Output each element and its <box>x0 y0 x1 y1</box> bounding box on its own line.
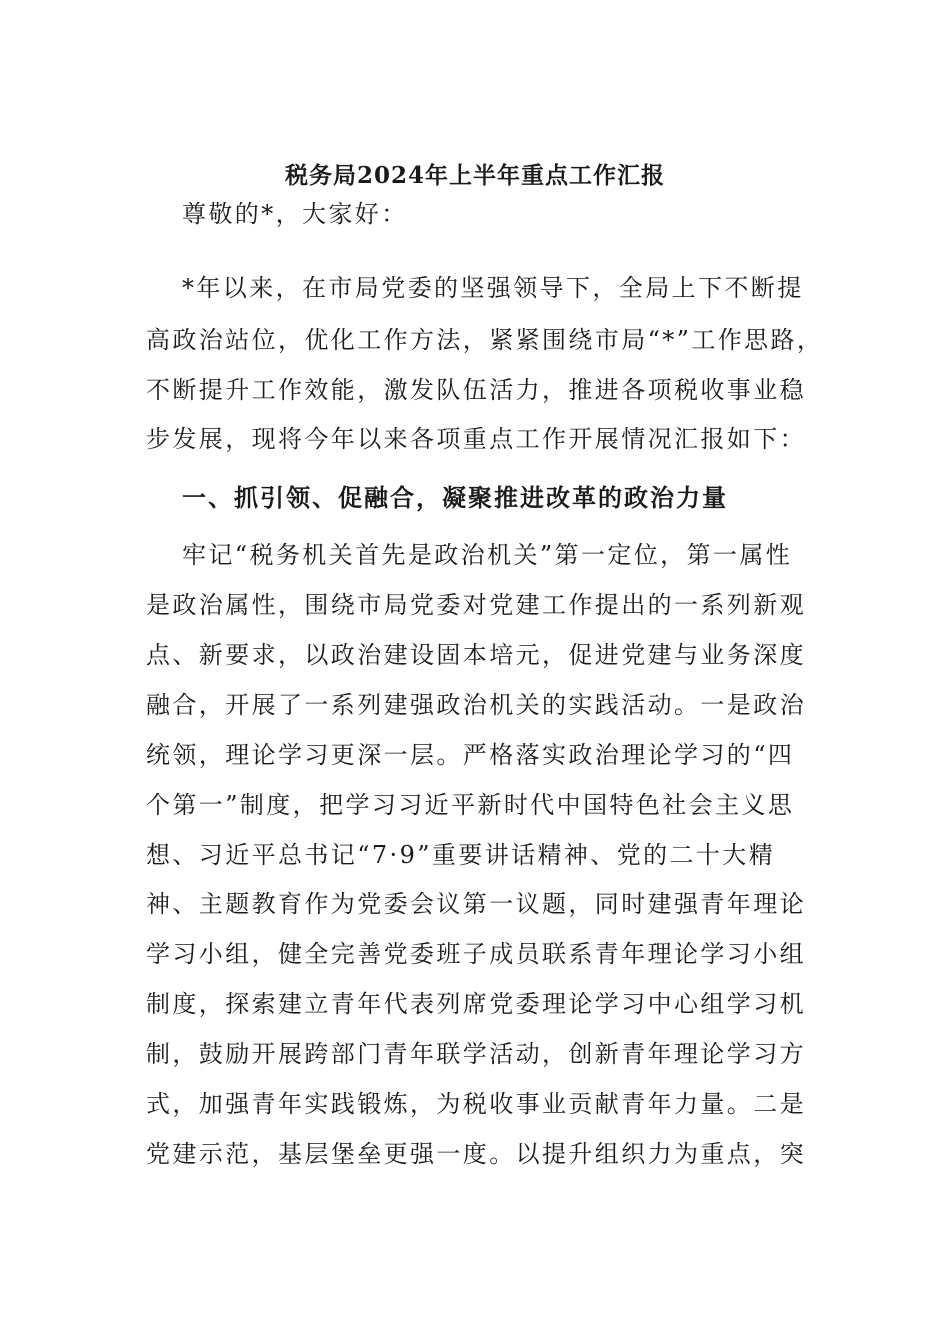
section-1-heading: 一、抓引领、促融合，凝聚推进改革的政治力量 <box>182 483 728 512</box>
body-line-4: 融合，开展了一系列建强政治机关的实践活动。一是政治 <box>146 691 806 719</box>
intro-line-1: *年以来，在市局党委的坚强领导下，全局上下不断提 <box>182 274 804 302</box>
body-line-7: 想、习近平总书记“7·9”重要讲话精神、党的二十大精 <box>146 841 776 869</box>
body-line-6: 个第一”制度，把学习习近平新时代中国特色社会主义思 <box>146 791 795 819</box>
body-line-1: 牢记“税务机关首先是政治机关”第一定位，第一属性 <box>182 541 793 569</box>
intro-line-4: 步发展，现将今年以来各项重点工作开展情况汇报如下： <box>146 425 806 453</box>
body-line-8: 神、主题教育作为党委会议第一议题，同时建强青年理论 <box>146 890 806 918</box>
body-line-3: 点、新要求，以政治建设固本培元，促进党建与业务深度 <box>146 641 806 669</box>
body-line-2: 是政治属性，围绕市局党委对党建工作提出的一系列新观 <box>146 591 806 619</box>
body-line-11: 制，鼓励开展跨部门青年联学活动，创新青年理论学习方 <box>146 1040 806 1068</box>
body-line-13: 党建示范，基层堡垒更强一度。以提升组织力为重点，突 <box>146 1140 806 1168</box>
intro-line-2: 高政治站位，优化工作方法，紧紧围绕市局“*”工作思路， <box>146 326 824 354</box>
body-line-12: 式，加强青年实践锻炼，为税收事业贡献青年力量。二是 <box>146 1090 806 1118</box>
intro-line-3: 不断提升工作效能，激发队伍活力，推进各项税收事业稳 <box>146 376 806 404</box>
salutation: 尊敬的*，大家好： <box>182 200 408 228</box>
body-line-5: 统领，理论学习更深一层。严格落实政治理论学习的“四 <box>146 741 795 769</box>
body-line-9: 学习小组，健全完善党委班子成员联系青年理论学习小组 <box>146 940 806 968</box>
document-title: 税务局2024年上半年重点工作汇报 <box>284 162 665 189</box>
body-line-10: 制度，探索建立青年代表列席党委理论学习中心组学习机 <box>146 990 806 1018</box>
